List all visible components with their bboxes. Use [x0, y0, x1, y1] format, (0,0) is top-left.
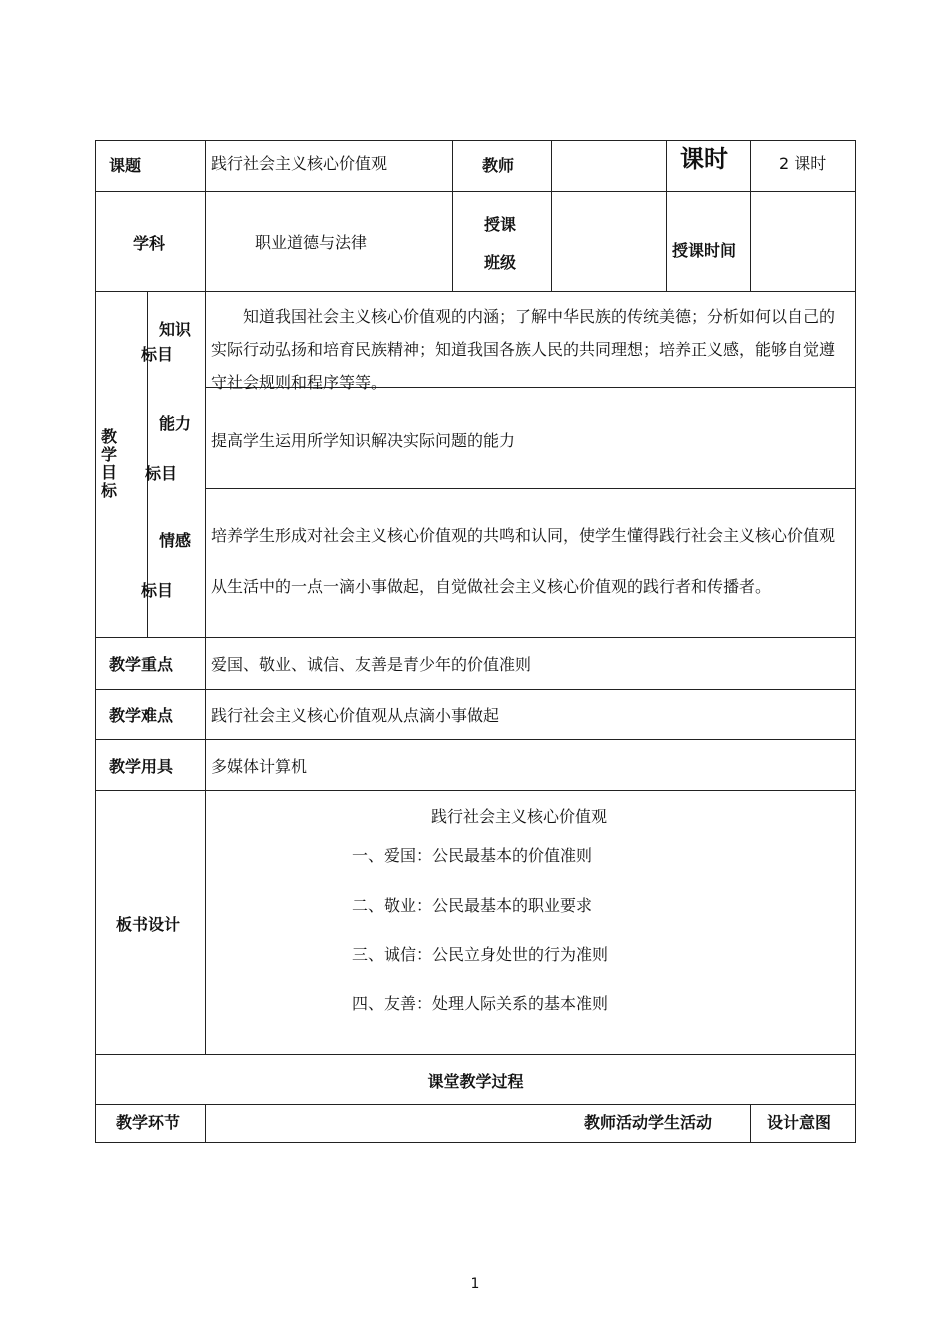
- difficulty-label: 教学难点: [109, 706, 174, 725]
- emotion-label-line2: 标目: [141, 581, 174, 600]
- board-item: 四、友善：处理人际关系的基本准则: [352, 994, 609, 1013]
- col-activity-header: 教师活动学生活动: [584, 1113, 713, 1132]
- teacher-label: 教师: [482, 156, 515, 175]
- ability-label-line2: 标目: [144, 464, 177, 483]
- hours-value: 2 课时: [779, 154, 827, 173]
- knowledge-label-line1: 知识: [159, 320, 192, 339]
- board-item: 三、诚信：公民立身处世的行为准则: [352, 945, 609, 964]
- page-number: 1: [470, 1276, 480, 1292]
- ability-text: 提高学生运用所学知识解决实际问题的能力: [211, 431, 516, 450]
- topic-label: 课题: [109, 156, 142, 175]
- ability-label-line1: 能力: [159, 414, 192, 433]
- board-item: 一、爱国：公民最基本的价值准则: [352, 846, 593, 865]
- knowledge-text: 知道我国社会主义核心价值观的内涵；了解中华民族的传统美德；分析如何以自己的实际行动弘扬和培育民族精神；知道我国各族人民的共同理想；培养正义感，能够自觉遵守社会规则和程序等等。: [211, 307, 836, 392]
- tools-label: 教学用具: [109, 757, 174, 776]
- process-title: 课堂教学过程: [427, 1072, 524, 1091]
- key-point-value: 爱国、敬业、诚信、友善是青少年的价值准则: [211, 655, 532, 674]
- key-point-label: 教学重点: [109, 655, 174, 674]
- col-intent-header: 设计意图: [767, 1113, 832, 1132]
- hours-label: 课时: [680, 145, 728, 173]
- col-stage-header: 教学环节: [116, 1113, 181, 1132]
- emotion-text: 培养学生形成对社会主义核心价值观的共鸣和认同，使学生懂得践行社会主义核心价值观从生活中的一点一滴小事做起，自觉做社会主义核心价值观的践行者和传播者。: [211, 526, 836, 596]
- subject-label: 学科: [133, 234, 166, 253]
- class-label-line1: 授课: [484, 215, 517, 234]
- difficulty-value: 践行社会主义核心价值观从点滴小事做起: [211, 706, 500, 725]
- lesson-plan-table: [95, 140, 856, 1143]
- knowledge-label-line2: 标目: [141, 345, 174, 364]
- class-label-line2: 班级: [484, 253, 517, 272]
- board-item: 二、敬业：公民最基本的职业要求: [352, 896, 593, 915]
- emotion-label-line1: 情感: [159, 531, 192, 550]
- board-title: 践行社会主义核心价值观: [431, 807, 608, 826]
- time-label: 授课时间: [672, 241, 737, 260]
- board-label: 板书设计: [116, 915, 181, 934]
- goals-label: 教学目标: [101, 427, 118, 500]
- topic-value: 践行社会主义核心价值观: [211, 154, 388, 173]
- tools-value: 多媒体计算机: [211, 757, 308, 776]
- subject-value: 职业道德与法律: [255, 233, 368, 252]
